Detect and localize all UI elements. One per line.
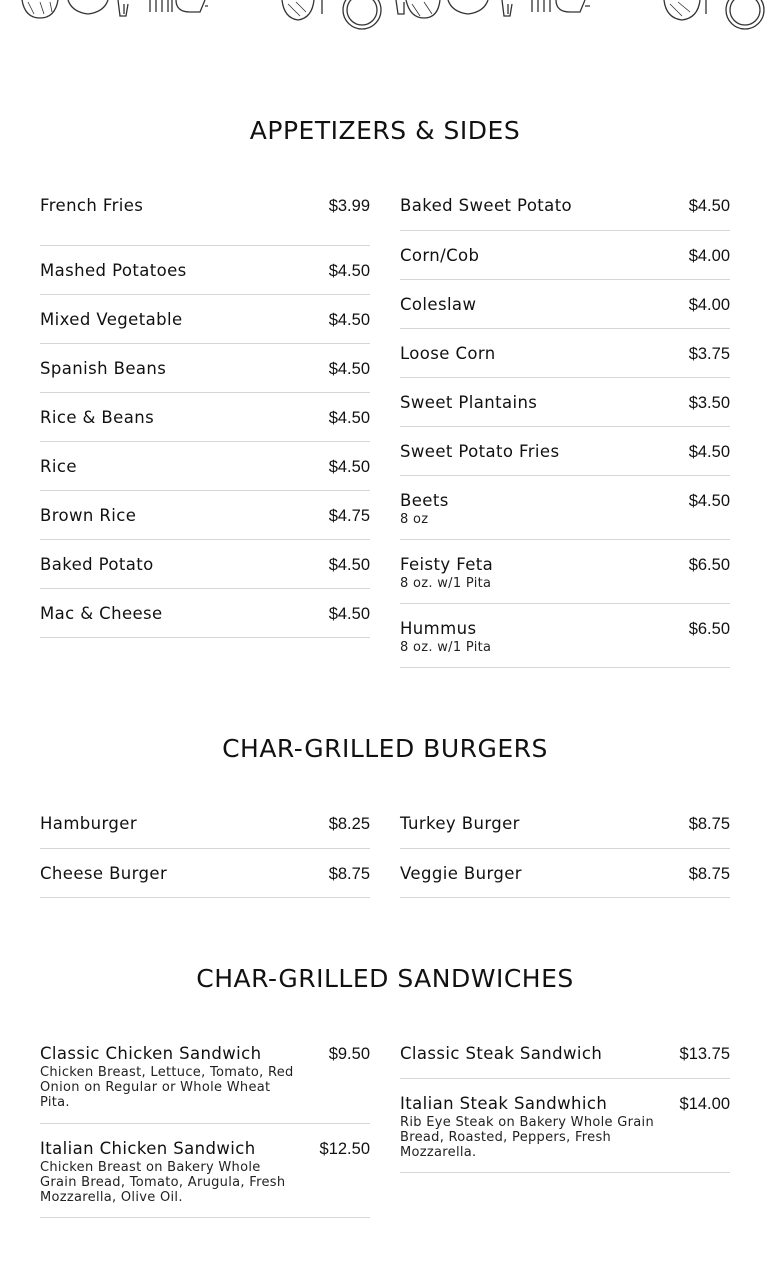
- item-name: Italian Chicken Sandwich: [40, 1139, 256, 1158]
- burgers-left-column: [40, 812, 370, 898]
- item-price: $12.50: [319, 1140, 370, 1158]
- item-price: $4.00: [688, 296, 730, 314]
- item-price: $4.50: [328, 409, 370, 427]
- item-price: $8.75: [328, 865, 370, 883]
- item-name: Baked Potato: [40, 555, 154, 574]
- item-name: Classic Steak Sandwich: [400, 1044, 603, 1063]
- item-name: Mashed Potatoes: [40, 261, 187, 280]
- appetizers-left-column: [40, 194, 370, 638]
- menu-item: [40, 812, 370, 849]
- item-name: Loose Corn: [400, 344, 496, 363]
- item-description: 8 oz: [400, 512, 429, 527]
- burgers-right-column: [400, 812, 730, 898]
- item-price: $6.50: [688, 556, 730, 574]
- item-name: Sweet Plantains: [400, 393, 538, 412]
- item-price: $4.50: [328, 311, 370, 329]
- menu-item: [40, 442, 370, 491]
- menu-item: [400, 329, 730, 378]
- item-name: Sweet Potato Fries: [400, 442, 560, 461]
- item-name: French Fries: [40, 196, 144, 215]
- item-name: Baked Sweet Potato: [400, 196, 573, 215]
- menu-item: [400, 1079, 730, 1173]
- sandwiches-right-column: [400, 1042, 730, 1173]
- section-title-burgers: CHAR-GRILLED BURGERS: [222, 734, 548, 763]
- section-title-appetizers: APPETIZERS & SIDES: [249, 116, 521, 145]
- item-price: $3.50: [688, 394, 730, 412]
- menu-item: [40, 246, 370, 295]
- item-price: $4.50: [688, 197, 730, 215]
- menu-item: [400, 194, 730, 231]
- menu-item: [400, 427, 730, 476]
- item-price: $8.25: [328, 815, 370, 833]
- menu-item: [400, 812, 730, 849]
- item-price: $4.50: [688, 492, 730, 510]
- food-illustration-icon: [0, 0, 770, 34]
- sandwiches-left-column: [40, 1042, 370, 1218]
- item-name: Spanish Beans: [40, 359, 167, 378]
- menu-item: [40, 1042, 370, 1124]
- item-price: $4.75: [328, 507, 370, 525]
- item-description: 8 oz. w/1 Pita: [400, 640, 492, 655]
- item-price: $4.50: [328, 360, 370, 378]
- item-price: $4.50: [328, 556, 370, 574]
- menu-item: [40, 194, 370, 246]
- item-name: Beets: [400, 491, 449, 510]
- item-name: Hummus: [400, 619, 477, 638]
- section-title-sandwiches: CHAR-GRILLED SANDWICHES: [196, 964, 574, 993]
- appetizers-right-column: [400, 194, 730, 668]
- item-name: Mac & Cheese: [40, 604, 163, 623]
- menu-item: [400, 604, 730, 668]
- item-name: Corn/Cob: [400, 246, 480, 265]
- item-price: $14.00: [679, 1095, 730, 1113]
- item-price: $3.75: [688, 345, 730, 363]
- menu-item: [400, 476, 730, 540]
- menu-item: [40, 589, 370, 638]
- menu-item: [400, 231, 730, 280]
- item-name: Brown Rice: [40, 506, 137, 525]
- menu-item: [40, 295, 370, 344]
- menu-item: [40, 1124, 370, 1218]
- item-description: 8 oz. w/1 Pita: [400, 576, 492, 591]
- item-name: Rice & Beans: [40, 408, 155, 427]
- menu-item: [40, 849, 370, 898]
- item-price: $4.50: [328, 605, 370, 623]
- menu-item: [40, 344, 370, 393]
- item-name: Italian Steak Sandwhich: [400, 1094, 608, 1113]
- menu-item: [40, 491, 370, 540]
- item-price: $8.75: [688, 815, 730, 833]
- item-name: Rice: [40, 457, 77, 476]
- item-price: $4.50: [688, 443, 730, 461]
- item-name: Veggie Burger: [400, 864, 522, 883]
- menu-item: [40, 540, 370, 589]
- item-price: $3.99: [328, 197, 370, 215]
- item-name: Turkey Burger: [400, 814, 520, 833]
- item-name: Hamburger: [40, 814, 138, 833]
- item-description: Chicken Breast, Lettuce, Tomato, Red Onion on Regular or Whole Wheat Pita.: [40, 1065, 294, 1110]
- item-name: Classic Chicken Sandwich: [40, 1044, 262, 1063]
- item-name: Coleslaw: [400, 295, 477, 314]
- item-price: $4.50: [328, 458, 370, 476]
- item-price: $9.50: [328, 1045, 370, 1063]
- menu-item: [400, 1042, 730, 1079]
- item-price: $13.75: [679, 1045, 730, 1063]
- menu-item: [400, 849, 730, 898]
- food-illustration-banner: [0, 0, 770, 34]
- item-description: Rib Eye Steak on Bakery Whole Grain Bread, Roasted, Peppers, Fresh Mozzarella.: [400, 1115, 655, 1160]
- item-description: Chicken Breast on Bakery Whole Grain Bread, Tomato, Arugula, Fresh Mozzarella, Olive Oil.: [40, 1160, 286, 1205]
- menu-item: [400, 378, 730, 427]
- item-price: $6.50: [688, 620, 730, 638]
- item-price: $8.75: [688, 865, 730, 883]
- item-price: $4.50: [328, 262, 370, 280]
- menu-item: [400, 540, 730, 604]
- item-name: Feisty Feta: [400, 555, 494, 574]
- menu-item: [40, 393, 370, 442]
- menu-item: [400, 280, 730, 329]
- item-name: Mixed Vegetable: [40, 310, 183, 329]
- item-name: Cheese Burger: [40, 864, 168, 883]
- item-price: $4.00: [688, 247, 730, 265]
